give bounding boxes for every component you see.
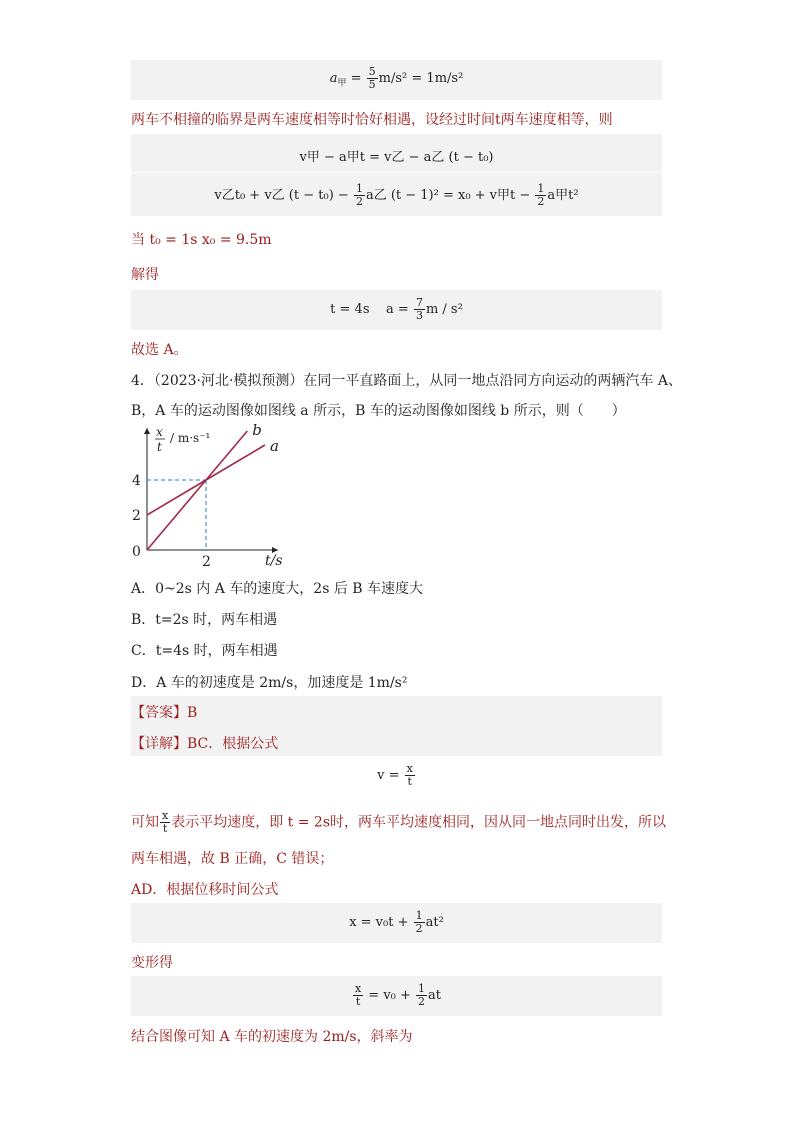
fraction-den: t: [407, 775, 412, 788]
fraction: [416, 983, 427, 1008]
formula-part: a =: [386, 302, 413, 317]
fraction: [405, 763, 415, 788]
formula-tail: m/s² = 1m/s²: [378, 71, 464, 86]
option-a: A．0~2s 内 A 车的速度大，2s 后 B 车速度大: [131, 581, 424, 597]
fraction-den: t: [355, 995, 361, 1008]
fraction: [414, 910, 425, 935]
formula-subscript: 甲: [337, 78, 347, 89]
formula-part: v乙t₀ + v乙 (t − t₀) −: [214, 188, 353, 203]
fraction-num: 1: [537, 182, 545, 195]
formula-symbol: a: [329, 71, 338, 86]
label-group: [132, 421, 283, 570]
detail-text: BC．根据公式: [187, 736, 279, 752]
formula-displacement: [131, 183, 662, 208]
formula-eq: =: [346, 71, 366, 86]
option-c: C．t=4s 时，两车相遇: [131, 643, 278, 659]
fraction-num: 5: [368, 65, 376, 78]
fraction-num: x: [406, 762, 413, 775]
formula-part: at²: [425, 915, 444, 930]
fraction-den: 2: [415, 922, 423, 935]
formula-velocity: v甲 − a甲t = v乙 − a乙 (t − t₀): [299, 150, 494, 165]
formula-a-jia: [131, 66, 662, 91]
series-label-a: a: [270, 437, 279, 455]
y-tick-label: 4: [132, 473, 141, 489]
solve-label: 解得: [131, 267, 159, 283]
formula-xt: [131, 983, 662, 1008]
origin-label: 0: [132, 544, 141, 560]
fraction-num: x: [354, 982, 362, 995]
fraction-den: 2: [355, 195, 363, 208]
fraction-num: 1: [415, 909, 423, 922]
formula-part: a乙 (t − 1)² = x₀ + v甲t −: [365, 188, 535, 203]
fraction: [367, 66, 378, 91]
fraction-num: 1: [418, 982, 426, 995]
y-tick-label: 2: [132, 508, 141, 524]
fraction-num: 7: [415, 296, 423, 309]
formula-part: a甲t²: [547, 188, 579, 203]
para-critical: 两车不相撞的临界是两车速度相等时恰好相遇，设经过时间t两车速度相等，则: [131, 112, 613, 128]
series-line-b: [147, 431, 247, 550]
formula-part: = v₀ +: [364, 988, 416, 1003]
para-part: 可知: [131, 814, 159, 831]
option-b: B．t=2s 时，两车相遇: [131, 612, 278, 628]
condition-line: 当 t₀ = 1s x₀ = 9.5m: [131, 232, 272, 248]
formula-part: t = 4s: [330, 302, 370, 317]
formula-result: [131, 297, 662, 322]
series-label-b: b: [252, 421, 262, 439]
formula-part: x = v₀t +: [349, 915, 413, 930]
y-axis-label-den: t: [157, 440, 162, 454]
question-line-2: B，A 车的运动图像如图线 a 所示，B 车的运动图像如图线 b 所示，则（ ）: [131, 403, 626, 419]
formula-part: m / s²: [425, 302, 463, 317]
fraction: [160, 810, 170, 835]
para-ad: AD．根据位移时间公式: [131, 882, 279, 898]
divider: [131, 172, 662, 173]
choice-previous: 故选 A。: [131, 342, 188, 358]
y-axis-label-num: x: [156, 425, 163, 439]
fraction-num: x: [162, 809, 169, 822]
option-d: D．A 车的初速度是 2m/s，加速度是 1m/s²: [131, 675, 408, 691]
fraction: [535, 183, 546, 208]
answer-line: [131, 702, 197, 722]
para-final: 结合图像可知 A 车的初速度为 2m/s，斜率为: [131, 1029, 413, 1045]
fraction: [414, 297, 425, 322]
fraction: [353, 983, 363, 1008]
answer-value: B: [187, 705, 198, 721]
x-tick-label: 2: [202, 554, 211, 570]
answer-tag: 【答案】: [131, 705, 187, 721]
transform-label: 变形得: [131, 955, 173, 971]
formula-part: v =: [377, 768, 404, 783]
xt-t-chart: [128, 420, 298, 570]
question-line-1: 4．（2023·河北·模拟预测）在同一平直路面上，从同一地点沿同方向运动的两辆汽车 A、: [131, 373, 682, 389]
para-average-1: [131, 810, 666, 835]
fraction-den: 3: [415, 309, 423, 322]
fraction: [354, 183, 365, 208]
fraction-den: 2: [537, 195, 545, 208]
formula-part: at: [428, 988, 442, 1003]
y-axis-label-unit: / m·s⁻¹: [170, 431, 211, 445]
formula-x: [131, 910, 662, 935]
fraction-num: 1: [355, 182, 363, 195]
detail-tag: 【详解】: [131, 736, 187, 752]
para-average-2: 两车相遇，故 B 正确，C 错误；: [131, 851, 334, 867]
formula-v: [131, 763, 662, 788]
x-axis-label: t/s: [265, 553, 283, 569]
fraction-den: 5: [368, 78, 376, 91]
detail-line: [131, 733, 278, 753]
fraction-den: 2: [418, 995, 426, 1008]
para-part: 表示平均速度，即 t = 2s时，两车平均速度相同，因从同一地点同时出发，所以: [171, 814, 667, 831]
fraction-den: t: [162, 822, 168, 835]
